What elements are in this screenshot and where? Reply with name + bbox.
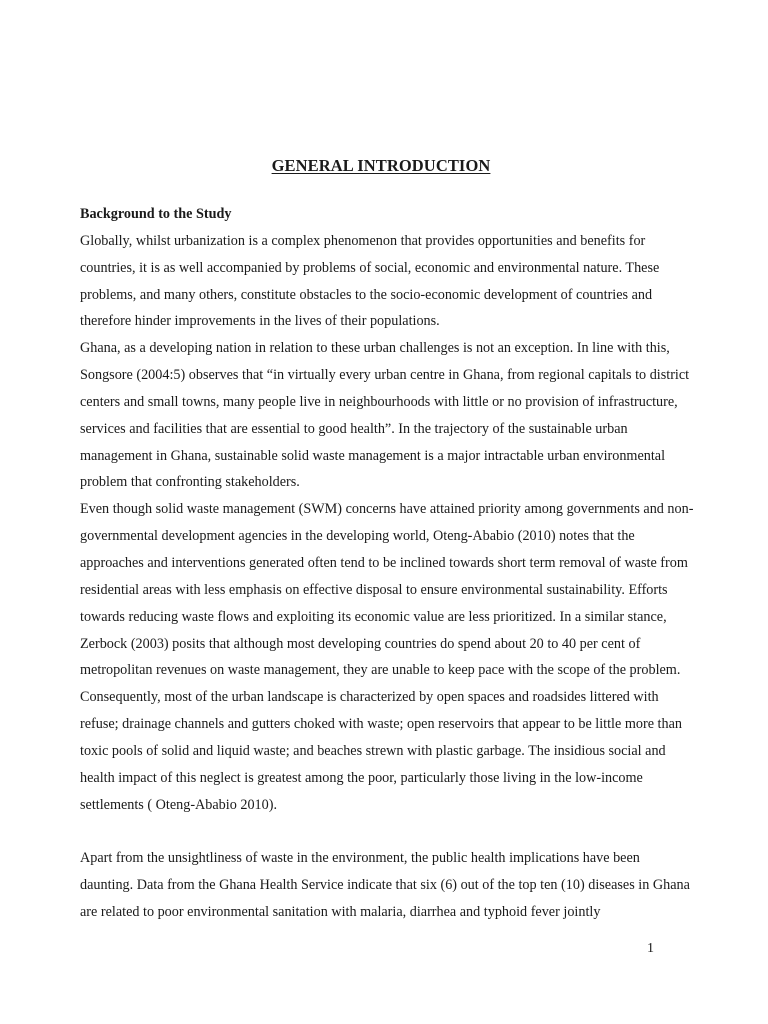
page-title: GENERAL INTRODUCTION — [271, 156, 491, 175]
paragraph-globally: Globally, whilst urbanization is a complex phenomenon that provides opportunities and benefits for countries, it is as well accompanied by problems of social, economic and environmental nature. These problems, and many others, constitute obstacles to the socio-economic development of countries and therefore hinder improvements in the lives of their populations. — [80, 232, 660, 330]
document-body — [80, 201, 696, 926]
page-number: 1 — [647, 941, 654, 956]
paragraph-ghana: Ghana, as a developing nation in relation to these urban challenges is not an exception. In line with this, Songsore (2004:5) observes that “in virtually every urban centre in Ghana, from regional capitals to district centers and small towns, many people live in neighbourhoods with little or no provision of infrastructure, services and facilities that are essential to good health”. In the trajectory of the sustainable urban management in Ghana, sustainable solid waste management is a major intractable urban environmental problem that confronting stakeholders. — [80, 340, 690, 491]
paragraph-public-health: Apart from the unsightliness of waste in the environment, the public health implications have been daunting. Data from the Ghana Health Service indicate that six (6) out of the top ten (10) diseases in Ghana are related to poor environmental sanitation with malaria, diarrhea and typhoid fever jointly — [80, 850, 690, 920]
section-heading: Background to the Study — [80, 206, 232, 222]
paragraph-spacer — [80, 818, 696, 845]
paragraph-swm: Even though solid waste management (SWM) concerns have attained priority among governments and non-governmental development agencies in the developing world, Oteng-Ababio (2010) notes that the approaches and interventions generated often tend to be inclined towards short term removal of waste from residential areas with less emphasis on effective disposal to ensure environmental sustainability. Efforts towards reducing waste flows and exploiting its economic value are less prioritized. In a similar stance, Zerbock (2003) posits that although most developing countries do spend about 20 to 40 per cent of metropolitan revenues on waste management, they are unable to keep pace with the scope of the problem. Consequently, most of the urban landscape is characterized by open spaces and roadsides littered with refuse; drainage channels and gutters choked with waste; open reservoirs that appear to be little more than toxic pools of solid and liquid waste; and beaches strewn with plastic garbage. The insidious social and health impact of this neglect is greatest among the poor, particularly those living in the low-income settlements ( Oteng-Ababio 2010). — [80, 501, 694, 813]
